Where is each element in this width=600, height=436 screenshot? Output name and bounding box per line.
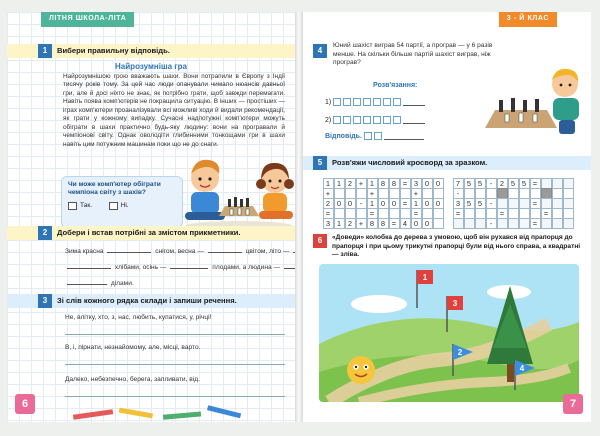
blank-1[interactable] bbox=[107, 246, 151, 253]
crossword-cell: 0 bbox=[422, 218, 433, 229]
task-4-text: Юний шахіст виграв 54 партії, а програв — у 6 разів менше. На скільки більше партій шахіст виграв, ніж програв? bbox=[333, 42, 493, 67]
crossword-cell: 1 bbox=[334, 218, 345, 229]
crossword-cell: 8 bbox=[378, 218, 389, 229]
task-2-header bbox=[7, 226, 295, 240]
flag-2-label: 2 bbox=[457, 348, 463, 357]
eq-box[interactable] bbox=[373, 98, 381, 106]
boy-with-chessboard-illustration bbox=[479, 62, 587, 140]
sentence-1: Не, влітку, хто, з, нас, любить, купатися, у, річці! bbox=[65, 314, 212, 321]
option-no-checkbox[interactable] bbox=[109, 202, 118, 210]
right-header-tab: 3 - Й КЛАС bbox=[499, 12, 557, 27]
crossword-cell: = bbox=[530, 198, 541, 209]
write-line-3[interactable] bbox=[65, 396, 285, 397]
left-page-number: 6 bbox=[15, 394, 35, 414]
question-bubble bbox=[61, 176, 183, 228]
fill-text-1c: цвітом, літо — bbox=[245, 248, 290, 255]
crossword-cell: 0 bbox=[345, 198, 356, 209]
kids-playing-chess-illustration bbox=[183, 154, 295, 232]
fill-text-1b: снігом, весна — bbox=[155, 248, 204, 255]
task-3-number: 3 bbox=[38, 294, 52, 308]
write-line-2[interactable] bbox=[65, 364, 285, 365]
crossword-cell[interactable] bbox=[541, 218, 552, 229]
pencils-decoration bbox=[73, 404, 253, 422]
crossword-cell[interactable] bbox=[464, 218, 475, 229]
crossword-cell: 0 bbox=[378, 198, 389, 209]
maze-scene bbox=[319, 264, 579, 402]
task-1-number: 1 bbox=[38, 44, 52, 58]
crossword-cell bbox=[433, 218, 444, 229]
crossword-cell: 5 bbox=[519, 178, 530, 189]
crossword-cell: 1 bbox=[334, 178, 345, 189]
crossword-cell: - bbox=[356, 198, 367, 209]
crossword-cell: 8 bbox=[367, 218, 378, 229]
crossword-cell: 0 bbox=[389, 198, 400, 209]
left-header-tab: ЛІТНЯ ШКОЛА-ЛІТА bbox=[41, 12, 134, 27]
crossword-cell: = bbox=[541, 208, 552, 219]
crossword-cell: 0 bbox=[422, 198, 433, 209]
kolobok-character bbox=[347, 356, 375, 384]
eq-box[interactable] bbox=[333, 116, 341, 124]
blank-5[interactable] bbox=[170, 262, 208, 269]
fill-text-1a: Зима красна bbox=[65, 248, 104, 255]
crossword-cell: 3 bbox=[453, 198, 464, 209]
task-1-header bbox=[7, 44, 295, 58]
crossword-cell[interactable] bbox=[508, 218, 519, 229]
crossword-cell[interactable] bbox=[475, 218, 486, 229]
option-no-label: Ні. bbox=[120, 202, 129, 210]
task-3-title: Зі слів кожного рядка склади і запиши речення. bbox=[57, 296, 237, 305]
crossword-cell: 0 bbox=[433, 198, 444, 209]
eq-box[interactable] bbox=[383, 116, 391, 124]
task-3 bbox=[7, 294, 295, 308]
crossword-cell: 5 bbox=[464, 198, 475, 209]
crossword-task-grid bbox=[453, 178, 574, 228]
task-5-header bbox=[303, 156, 591, 170]
crossword-cell: 0 bbox=[433, 178, 444, 189]
eq-box[interactable] bbox=[393, 116, 401, 124]
crossword-cell: 5 bbox=[475, 178, 486, 189]
maze-illustration bbox=[319, 264, 579, 402]
solution-row-1-label: 1) bbox=[325, 98, 332, 106]
task-1-title: Вибери правильну відповідь. bbox=[57, 46, 170, 55]
right-page-number: 7 bbox=[563, 394, 583, 414]
option-no[interactable] bbox=[109, 202, 129, 210]
task-2-title: Добери і встав потрібні за змістом прикметники. bbox=[57, 228, 241, 237]
crossword-cell: 7 bbox=[453, 178, 464, 189]
crossword-cell: 1 bbox=[367, 198, 378, 209]
answer-label: Відповідь. bbox=[325, 132, 362, 140]
crossword-cell: 1 bbox=[367, 178, 378, 189]
crossword-cell: + bbox=[367, 188, 378, 199]
crossword-cell: + bbox=[323, 188, 334, 199]
crossword-cell: 4 bbox=[400, 218, 411, 229]
crossword-cell: = bbox=[530, 218, 541, 229]
task-6-title: «Доведи» колобка до дерева з умовою, щоб він рухався від прапорця до прапорця і при цьому трикутні прапорці були від нього справа, а квадратні — зліва. bbox=[332, 234, 581, 259]
fill-text-2b: плодами, а людина — bbox=[212, 264, 281, 271]
crossword-cell: 5 bbox=[475, 198, 486, 209]
crossword-cell: = bbox=[453, 208, 464, 219]
flag-4-label: 4 bbox=[519, 364, 525, 373]
fill-line-3 bbox=[65, 278, 134, 287]
right-page bbox=[303, 12, 591, 422]
crossword-cell: = bbox=[497, 208, 508, 219]
option-yes-checkbox[interactable] bbox=[68, 202, 77, 210]
eq-line[interactable] bbox=[384, 132, 424, 140]
crossword-cell: + bbox=[356, 218, 367, 229]
eq-box[interactable] bbox=[373, 116, 381, 124]
crossword-cell: + bbox=[411, 188, 422, 199]
task-4-number: 4 bbox=[313, 44, 327, 58]
eq-box[interactable] bbox=[363, 98, 371, 106]
question-text: Чи може комп'ютер обіграти чемпіона світу з шахів? bbox=[68, 181, 161, 196]
solution-row-2 bbox=[325, 116, 425, 124]
fill-text-3a: ділами. bbox=[110, 280, 134, 287]
crossword-cell: = bbox=[389, 218, 400, 229]
crossword-cell: - bbox=[486, 218, 497, 229]
eq-box[interactable] bbox=[333, 98, 341, 106]
task-2 bbox=[7, 226, 295, 240]
write-line-1[interactable] bbox=[65, 334, 285, 335]
crossword-cell: 5 bbox=[508, 178, 519, 189]
task-3-header bbox=[7, 294, 295, 308]
crossword-cell: = bbox=[411, 208, 422, 219]
answer-row bbox=[325, 132, 424, 140]
crossword-cell: 8 bbox=[378, 178, 389, 189]
crossword-cell: = bbox=[367, 208, 378, 219]
fill-text-2a: хлібами, осінь — bbox=[114, 264, 167, 271]
fill-line-2 bbox=[65, 262, 295, 271]
task-2-number: 2 bbox=[38, 226, 52, 240]
crossword-cell: 2 bbox=[345, 178, 356, 189]
eq-box[interactable] bbox=[353, 116, 361, 124]
crossword-cell[interactable] bbox=[453, 218, 464, 229]
sentence-3: Далеко, небезпечно, берега, запливати, від. bbox=[65, 376, 200, 383]
flag-1-label: 1 bbox=[422, 273, 428, 282]
crossword-cell: + bbox=[356, 178, 367, 189]
sentence-2: В, і, пірнати, незнайомому, але, місці, варто. bbox=[65, 344, 201, 351]
blank-2[interactable] bbox=[208, 246, 242, 253]
blank-4[interactable] bbox=[67, 262, 111, 269]
solution-row-1 bbox=[325, 98, 425, 106]
crossword-cell: 8 bbox=[389, 178, 400, 189]
crossword-cell: - bbox=[486, 178, 497, 189]
crossword-cell: 3 bbox=[411, 178, 422, 189]
flag-3-label: 3 bbox=[452, 299, 458, 308]
eq-line[interactable] bbox=[403, 98, 425, 106]
solution-row-2-label: 2) bbox=[325, 116, 332, 124]
crossword-cell: 2 bbox=[345, 218, 356, 229]
fill-line-1 bbox=[65, 246, 295, 255]
left-page bbox=[7, 12, 295, 422]
solution-label: Розв'язання: bbox=[373, 82, 418, 89]
crossword-cell: 5 bbox=[464, 178, 475, 189]
story-title: Найрозумніша гра bbox=[115, 62, 187, 71]
eq-box[interactable] bbox=[364, 132, 372, 140]
eq-line[interactable] bbox=[403, 116, 425, 124]
crossword-cell: = bbox=[400, 178, 411, 189]
story-text: Найрозумнішою грою вважають шахи. Вони потрапили в Європу з Індії тисячу років тому. За цей час люди опанували чимало нюансів давньої гри, але й досі ніхто не знає, як потрібно грати, щоб завжди перемагати. Навіть появa комп'ютерів не покращила ситуацію. В інших — простіших — іграх комп'ютери проаналізували всі можливі ходи й видали рекомендації, як грати у кожному випадку. Сучасні надпотужні комп'ютери можуть обіграти в шахи практично будь-яку людину: вони на програвали й чемпіонові світу. Однак оволодіти глибинними тонкощами гри в шахи навіть цим потужним машинам поки що не до снаги. bbox=[63, 73, 285, 148]
option-yes[interactable] bbox=[68, 202, 92, 210]
crossword-cell: 0 bbox=[422, 178, 433, 189]
crossword-cell: = bbox=[530, 178, 541, 189]
option-yes-label: Так. bbox=[80, 202, 93, 210]
crossword-cell: 3 bbox=[323, 218, 334, 229]
crossword-cell: - bbox=[486, 198, 497, 209]
task-5-number: 5 bbox=[313, 156, 327, 170]
eq-box[interactable] bbox=[393, 98, 401, 106]
task-1 bbox=[7, 44, 295, 58]
crossword-cell: 0 bbox=[334, 198, 345, 209]
eq-box[interactable] bbox=[374, 132, 382, 140]
crossword-cell: = bbox=[400, 198, 411, 209]
crossword-cell: - bbox=[453, 188, 464, 199]
crossword-cell[interactable] bbox=[519, 218, 530, 229]
crossword-cell: 2 bbox=[497, 178, 508, 189]
crossword-cell: 1 bbox=[411, 198, 422, 209]
crossword-cell[interactable] bbox=[552, 218, 563, 229]
crossword-example-grid bbox=[323, 178, 444, 228]
eq-box[interactable] bbox=[383, 98, 391, 106]
eq-box[interactable] bbox=[363, 116, 371, 124]
blank-6[interactable] bbox=[284, 262, 295, 269]
crossword-cell: 0 bbox=[411, 218, 422, 229]
crossword-cell: 2 bbox=[323, 198, 334, 209]
crossword-cell: 1 bbox=[323, 178, 334, 189]
eq-box[interactable] bbox=[353, 98, 361, 106]
eq-box[interactable] bbox=[343, 98, 351, 106]
blank-7[interactable] bbox=[67, 278, 107, 285]
crossword-cell: = bbox=[323, 208, 334, 219]
crossword-cell[interactable] bbox=[563, 218, 574, 229]
task-6-number: 6 bbox=[313, 234, 327, 248]
task-5-title: Розв'яжи числовий кросворд за зразком. bbox=[332, 158, 488, 167]
task-5 bbox=[303, 156, 591, 170]
book-gutter bbox=[295, 12, 303, 422]
crossword-cell[interactable] bbox=[497, 218, 508, 229]
eq-box[interactable] bbox=[343, 116, 351, 124]
